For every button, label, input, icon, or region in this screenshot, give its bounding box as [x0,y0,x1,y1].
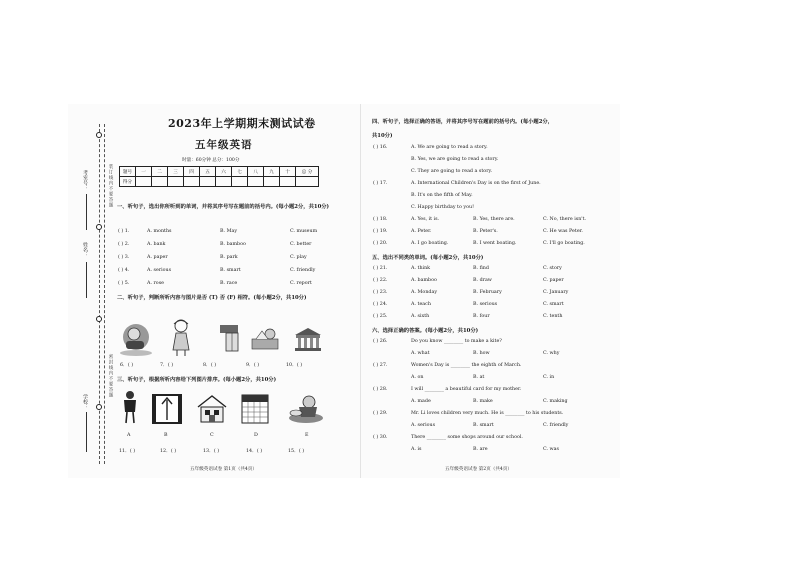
score-cell: 得分 [120,177,136,187]
picture-house [196,393,228,425]
footer-page-2: 五年级英语试卷 第2页（共4页） [445,467,513,472]
picture-man [120,390,140,424]
score-cell[interactable] [280,177,296,187]
q26-option-b: B. how [473,351,490,356]
q27-stem: Women's Day is ________ the eighth of March. [411,363,522,368]
score-cell[interactable] [136,177,152,187]
q22-number[interactable]: ( ) 22. [373,278,388,283]
q29-option-b: B. smart [473,423,494,428]
q29-option-c: C. friendly [543,423,569,428]
picture-label-a: A [127,433,131,438]
q5-number[interactable]: ( ) 5. [118,281,130,286]
q23-option-a: A. Monday [411,290,438,295]
score-cell[interactable] [296,177,319,187]
q30-stem: There ________ some shops around our school. [411,435,523,440]
q18-option-a: A. Yes, it is. [411,217,440,222]
q17-option-b: B. It's on the fifth of May. [411,193,473,198]
binding-hole [96,404,102,410]
q19-option-a: A. Peter. [411,229,432,234]
section-6-title: 六、选择正确的答案。(每小题2分，共10分) [372,328,479,334]
q8-blank[interactable]: 8．( ) [203,363,217,368]
q5-option-b: B. race [220,281,238,286]
q18-option-b: B. Yes, there are. [473,217,515,222]
q15-blank[interactable]: 15．( ) [288,449,305,454]
picture-label-d: D [254,433,258,438]
q28-option-c: C. making [543,399,568,404]
section-2-title: 二、听句子，判断所听内容与图片是否 (T) 否 (F) 相符。(每小题2分，共10分) [117,295,307,301]
q28-option-b: B. make [473,399,493,404]
q30-number[interactable]: ( ) 30. [373,435,388,440]
q4-option-a: A. serious [147,268,172,273]
score-cell: 总 分 [296,167,319,177]
q27-option-a: A. on [411,375,424,380]
page-divider [360,104,361,478]
score-cell[interactable] [264,177,280,187]
binding-hole [96,316,102,322]
q22-option-a: A. bamboo [411,278,437,283]
q21-option-b: B. find [473,266,489,271]
q29-stem: Mr. Li loves children very much. He is ________ to his students. [411,411,564,416]
picture-reading [250,325,280,351]
q30-option-b: B. are [473,447,488,452]
binding-line [104,124,105,464]
q23-option-c: C. January [543,290,569,295]
q2-option-a: A. bank [147,242,166,247]
q2-number[interactable]: ( ) 2. [118,242,130,247]
picture-label-b: B [164,433,168,438]
q10-blank[interactable]: 10．( ) [286,363,303,368]
q17-option-c: C. Happy birthday to you! [411,205,475,210]
binding-margin [68,104,114,478]
q21-option-a: A. think [411,266,431,271]
picture-phone-call [118,323,154,357]
q11-blank[interactable]: 11．( ) [119,449,136,454]
picture-label-c: C [210,433,214,438]
section-5-title: 五、选出不同类的单词。(每小题2分，共10分) [372,255,484,261]
q22-option-c: C. paper [543,278,564,283]
q2-option-b: B. bamboo [220,242,246,247]
q23-number[interactable]: ( ) 23. [373,290,388,295]
q16-option-b: B. Yes, we are going to read a story. [411,157,499,162]
q24-option-b: B. serious [473,302,498,307]
q24-option-c: C. smart [543,302,564,307]
q9-blank[interactable]: 9．( ) [246,363,260,368]
exam-title: 2023年上学期期末测试试卷 [168,117,316,130]
field-line [86,194,87,230]
section-3-title: 三、听句子，根据所听内容给下列图片排序。(每小题2分，共10分) [117,377,277,383]
q17-option-a: A. International Children's Day is on the first of June. [411,181,541,186]
picture-boy-eating [287,393,325,425]
section-4-title-cont: 共10分) [372,133,393,139]
picture-museum [293,326,323,352]
footer-page-1: 五年级英语试卷 第1页（共4页） [190,467,258,472]
q25-option-b: B. four [473,314,490,319]
q30-option-a: A. is [411,447,422,452]
score-cell: 六 [216,167,232,177]
q20-option-c: C. I'll go boating. [543,241,585,246]
score-cell: 九 [264,167,280,177]
picture-calendar [240,393,270,425]
section-1-title: 一、听句子，选出你所听到的单词，并将其序号写在题前的括号内。(每小题2分，共10分) [117,204,330,210]
binding-note: 密封线内不要答题 [108,354,113,398]
q29-option-a: A. serious [411,423,436,428]
picture-girl [168,318,194,358]
q25-number[interactable]: ( ) 25. [373,314,388,319]
binding-note: 装订线内不要答题 [108,164,113,208]
q18-number[interactable]: ( ) 18. [373,217,388,222]
score-cell[interactable] [232,177,248,187]
q4-number[interactable]: ( ) 4. [118,268,130,273]
q3-option-c: C. play [290,255,307,260]
section-4-title: 四、听句子，选择正确的答语，并将其序号写在题前的括号内。(每小题2分， [372,119,553,125]
field-school: 学校： [82,394,88,409]
q30-option-c: C. was [543,447,559,452]
q20-option-b: B. I went boating. [473,241,517,246]
q27-option-b: B. at [473,375,485,380]
q3-number[interactable]: ( ) 3. [118,255,130,260]
q22-option-b: B. draw [473,278,492,283]
score-cell[interactable] [184,177,200,187]
q4-option-c: C. friendly [290,268,316,273]
q24-option-a: A. teach [411,302,431,307]
q19-option-b: B. Peter's. [473,229,498,234]
score-cell: 三 [168,167,184,177]
exam-subtitle: 五年级英语 [195,139,253,151]
score-cell[interactable] [168,177,184,187]
q29-number[interactable]: ( ) 29. [373,411,388,416]
q1-number[interactable]: ( ) 1. [118,229,130,234]
field-exam-room: 考室号： [82,170,88,190]
q24-number[interactable]: ( ) 24. [373,302,388,307]
q26-number[interactable]: ( ) 26. [373,339,388,344]
score-cell[interactable] [248,177,264,187]
picture-arrow-up [151,393,183,425]
score-cell: 四 [184,167,200,177]
binding-hole [96,132,102,138]
q4-option-b: B. smart [220,268,241,273]
q1-option-b: B. May [220,229,238,234]
q1-option-c: C. museum [290,229,318,234]
score-cell: 五 [200,167,216,177]
q27-option-c: C. in [543,375,555,380]
field-line [86,412,87,452]
q21-option-c: C. story [543,266,562,271]
q2-option-c: C. better [290,242,312,247]
score-table-score-row [120,177,319,187]
q25-option-a: A. sixth [411,314,430,319]
q16-number[interactable]: ( ) 16. [373,145,388,150]
q19-option-c: C. He was Peter. [543,229,583,234]
q20-number[interactable]: ( ) 20. [373,241,388,246]
score-cell: 二 [152,167,168,177]
q28-number[interactable]: ( ) 28. [373,387,388,392]
q21-number[interactable]: ( ) 21. [373,266,388,271]
score-cell[interactable] [152,177,168,187]
q28-option-a: A. made [411,399,431,404]
q26-option-c: C. why [543,351,560,356]
score-cell: 十 [280,167,296,177]
q28-stem: I will ________ a beautiful card for my mother. [411,387,522,392]
q20-option-a: A. I go boating. [411,241,449,246]
score-table-header-row [120,167,319,177]
picture-door [218,323,240,353]
field-name: 姓名： [82,242,88,257]
q17-number[interactable]: ( ) 17. [373,181,388,186]
score-cell[interactable] [200,177,216,187]
q5-option-c: C. report [290,281,312,286]
q26-stem: Do you know ________ to make a kite? [411,339,502,344]
q3-option-a: A. paper [147,255,168,260]
score-cell: 一 [136,167,152,177]
field-line [86,262,87,298]
exam-meta: 时量：60分钟 总分：100分 [182,158,240,163]
binding-hole [96,224,102,230]
q16-option-a: A. We are going to read a story. [411,145,488,150]
q23-option-b: B. February [473,290,502,295]
picture-label-e: E [305,433,309,438]
q19-number[interactable]: ( ) 19. [373,229,388,234]
score-cell: 七 [232,167,248,177]
q25-option-c: C. tenth [543,314,563,319]
q12-blank[interactable]: 12．( ) [160,449,177,454]
q14-blank[interactable]: 14．( ) [246,449,263,454]
q18-option-c: C. No, there isn't. [543,217,587,222]
q7-blank[interactable]: 7．( ) [160,363,174,368]
q26-option-a: A. what [411,351,430,356]
score-cell: 题号 [120,167,136,177]
q16-option-c: C. They are going to read a story. [411,169,493,174]
q13-blank[interactable]: 13．( ) [203,449,220,454]
q3-option-b: B. park [220,255,238,260]
q27-number[interactable]: ( ) 27. [373,363,388,368]
binding-line [99,124,100,464]
score-cell[interactable] [216,177,232,187]
score-table [119,166,319,187]
q5-option-a: A. rose [147,281,164,286]
q1-option-a: A. months [147,229,172,234]
score-cell: 八 [248,167,264,177]
q6-blank[interactable]: 6．( ) [120,363,134,368]
